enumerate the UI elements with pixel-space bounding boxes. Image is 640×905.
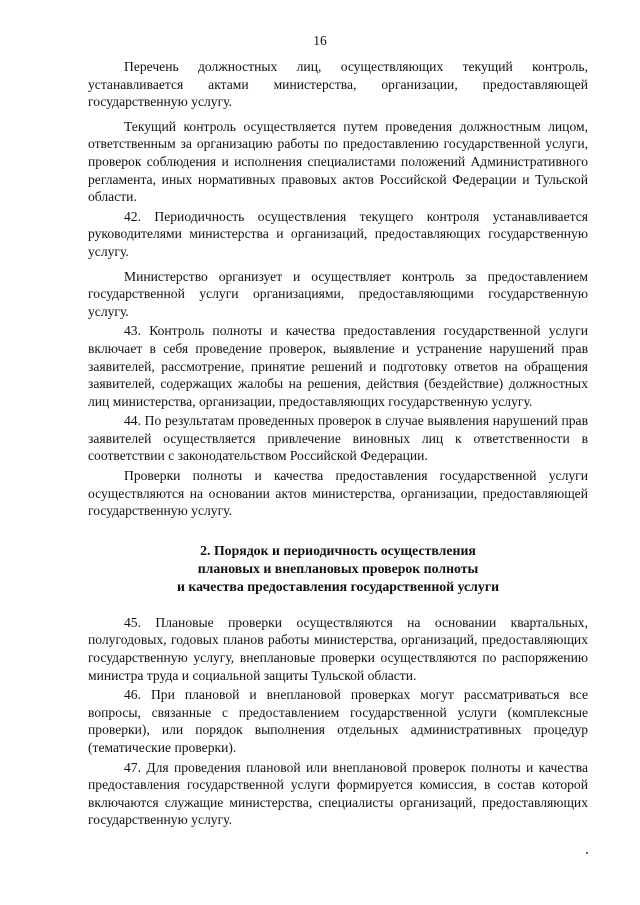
paragraph-46: 46. При плановой и внеплановой проверках могут рассматриваться все вопросы, связанные с предоставлением государственной услуги (комплексные проверки), или порядок выполнения отдельных административных процедур (тематические проверки). xyxy=(88,687,588,755)
page-body xyxy=(88,58,588,831)
paragraph-42: 42. Периодичность осуществления текущего контроля устанавливается руководителями министерства и организаций, предоставляющих государственную услугу. xyxy=(88,208,588,259)
paragraph-45: 45. Плановые проверки осуществляются на основании квартальных, полугодовых, годовых планов работы министерства, организаций, предоставляющих государственную услугу, внеплановые проверки осуществляются по распоряжению министра труда и социальной защиты Тульской области. xyxy=(88,614,588,683)
paragraph-officials-list: Перечень должностных лиц, осуществляющих текущий контроль, устанавливается актами министерства, организации, предоставляющей государственную услугу. xyxy=(88,59,588,110)
paragraph-47: 47. Для проведения плановой или внеплановой проверок полноты и качества предоставления государственной услуги формируется комиссия, в состав которой включаются служащие министерства, специалисты организаций, предоставляющих государственную услугу. xyxy=(88,759,588,828)
section-heading xyxy=(88,542,588,596)
scan-speck xyxy=(586,852,588,854)
page-number: 16 xyxy=(313,33,327,48)
paragraph-ministry-control: Министерство организует и осуществляет контроль за предоставлением государственной услуги организациями, предоставляющими государственную услугу. xyxy=(88,268,588,319)
paragraph-43: 43. Контроль полноты и качества предоставления государственной услуги включает в себя проведение проверок, выявление и устранение нарушений прав заявителей, рассмотрение, принятие решений и подготовку ответов на обращения заявителей, содержащих жалобы на решения, действия (бездействие) должностных лиц министерства, организации, предоставляющих государственную услугу. xyxy=(88,323,588,409)
paragraph-current-control: Текущий контроль осуществляется путем проведения должностным лицом, ответственным за организацию работы по предоставлению государственной услуги, проверок соблюдения и исполнения специалистами положений Административного регламента, иных нормативных правовых актов Российской Федерации и Тульской области. xyxy=(88,118,588,205)
paragraph-inspections-basis: Проверки полноты и качества предоставления государственной услуги осуществляются на основании актов министерства, организации, предоставляющей государственную услугу. xyxy=(88,468,588,519)
section-heading-line-1: 2. Порядок и периодичность осуществления xyxy=(200,542,476,558)
section-heading-line-3: и качества предоставления государственной услуги xyxy=(176,578,500,594)
section-heading-line-2: плановых и внеплановых проверок полноты xyxy=(197,560,479,576)
paragraph-44: 44. По результатам проведенных проверок в случае выявления нарушений прав заявителей осуществляется привлечение виновных лиц к ответственности в соответствии с законодательством Российской Федерации. xyxy=(88,413,588,464)
